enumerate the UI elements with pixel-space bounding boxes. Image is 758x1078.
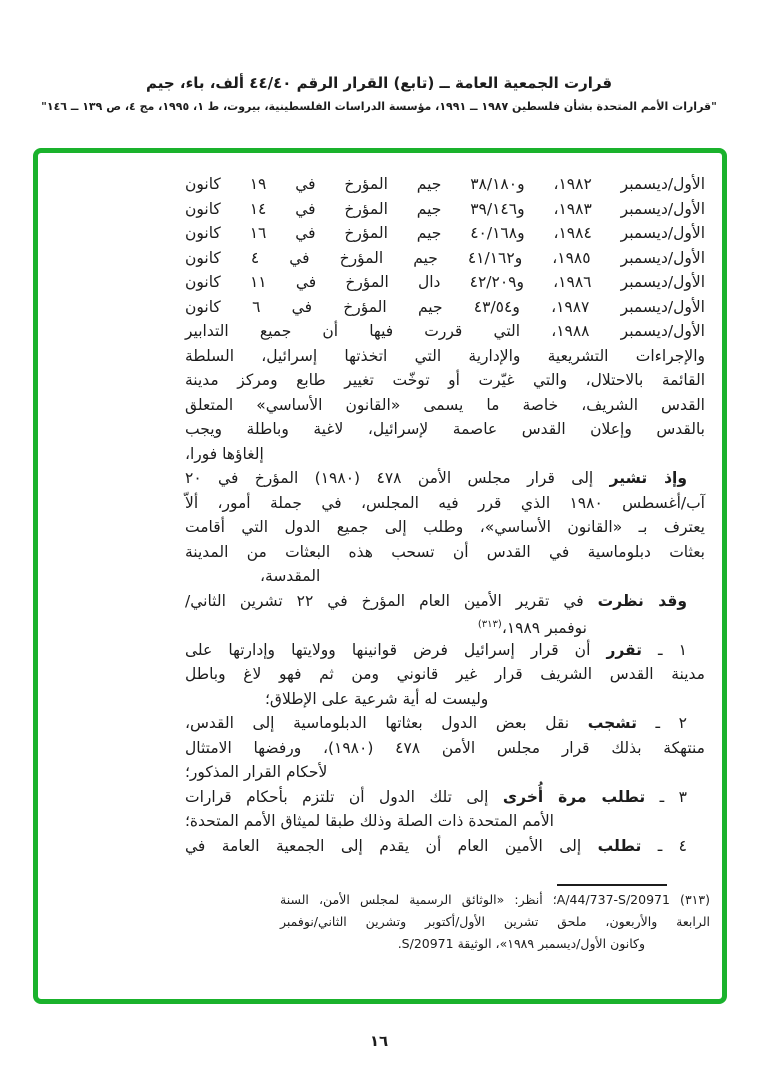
- text-line: [185, 172, 705, 197]
- page-number: ١٦: [369, 1032, 389, 1050]
- resolution-text-column: [185, 172, 705, 858]
- line-text: بالقدس وإعلان القدس عاصمة لإسرائيل، لاغية وباطلة ويجب: [185, 420, 705, 438]
- text-line: [185, 785, 705, 810]
- line-text: الأول/ديسمبر ١٩٨٥، و٤١/١٦٢ جيم المؤرخ في ٤ كانون: [185, 248, 706, 267]
- line-text: الأمم المتحدة ذات الصلة وذلك طبقا لميثاق الأمم المتحدة؛: [185, 812, 554, 830]
- text-line: [185, 564, 705, 589]
- text-line: [185, 736, 705, 761]
- line-text: الأول/ديسمبر ١٩٨٤، و٤٠/١٦٨ جيم المؤرخ في ١٦ كانون: [185, 224, 706, 242]
- text-line: [185, 246, 705, 271]
- text-line: [185, 613, 705, 638]
- bold-lead: تطلب مرة أُخرى: [502, 787, 646, 806]
- text-line: [185, 515, 705, 540]
- text-line: [185, 540, 705, 565]
- text-line: [185, 809, 705, 834]
- bold-lead: تطلب: [597, 836, 642, 855]
- bold-lead: وإذ تشير: [609, 469, 687, 487]
- text-line: [185, 442, 705, 467]
- line-text: الأول/ديسمبر ١٩٨٧، و٤٣/٥٤ جيم المؤرخ في ٦ كانون: [185, 297, 705, 316]
- text-line: [185, 393, 705, 418]
- line-text: الأول/ديسمبر ١٩٨٢، و٣٨/١٨٠ جيم المؤرخ في ١٩ كانون: [185, 175, 706, 193]
- footnote-line: الرابعة والأربعون، ملحق تشرين الأول/أكتوبر وتشرين الثاني/نوفمبر: [280, 913, 710, 929]
- line-text: إلى قرار مجلس الأمن ٤٧٨ (١٩٨٠) المؤرخ في ٢٠: [185, 469, 610, 487]
- line-text: وليست له أية شرعية على الإطلاق؛: [265, 689, 489, 708]
- footnote-line: وكانون الأول/ديسمبر ١٩٨٩»، الوثيقة S/20971.: [397, 935, 645, 951]
- line-text: مدينة القدس الشريف قرار غير قانوني ومن ثم فهو لاغ وباطل: [185, 665, 705, 683]
- line-text: لأحكام القرار المذكور؛: [185, 763, 328, 781]
- text-line: [185, 368, 705, 393]
- line-text: إلغاؤها فورا،: [185, 444, 264, 463]
- line-text: القدس الشريف، خاصة ما يسمى «القانون الأساسي» المتعلق: [185, 395, 705, 414]
- line-text: يعترف بـ «القانون الأساسي»، وطلب إلى جميع الدول التي أقامت: [185, 518, 705, 536]
- text-line: [185, 295, 705, 320]
- footnote-line: (٣١٣) A/44/737-S/20971؛ أنظر: «الوثائق الرسمية لمجلس الأمن، السنة: [280, 892, 710, 907]
- text-line: [185, 466, 705, 491]
- text-line: [185, 687, 705, 712]
- footnote-block: [280, 889, 710, 954]
- text-line: [185, 417, 705, 442]
- bold-lead: تشجب: [587, 714, 637, 732]
- text-line: [185, 589, 705, 614]
- text-line: [185, 662, 705, 687]
- text-line: [185, 319, 705, 344]
- bold-lead: تقرر: [606, 640, 642, 659]
- line-text: آب/أغسطس ١٩٨٠ الذي قرر فيه المجلس، في جملة أمور، ألاّ: [185, 493, 705, 512]
- item-number: ٣ ـ: [645, 787, 687, 806]
- footnote-marker: (٣١٣): [477, 619, 502, 630]
- line-text: الأول/ديسمبر ١٩٨٨، التي قررت فيها أن جميع التدابير: [185, 322, 705, 340]
- line-text: نوفمبر ١٩٨٩،: [501, 619, 587, 637]
- text-line: [185, 221, 705, 246]
- text-line: [185, 711, 705, 736]
- bold-lead: وقد نظرت: [597, 591, 687, 610]
- text-line: [185, 760, 705, 785]
- text-line: [185, 270, 705, 295]
- line-text: إلى تلك الدول أن تلتزم بأحكام قرارات: [185, 787, 503, 806]
- line-text: المقدسة،: [260, 567, 321, 585]
- text-line: [185, 344, 705, 369]
- text-line: [185, 834, 705, 859]
- page-header: [0, 72, 758, 116]
- footnote-divider-rule: [557, 884, 667, 886]
- text-line: [185, 197, 705, 222]
- line-text: والإجراءات التشريعية والإدارية التي اتخذتها إسرائيل، السلطة: [185, 346, 705, 365]
- header-title: قرارت الجمعية العامة ــ (تابع) القرار الرقم ٤٤/٤٠ ألف، باء، جيم: [145, 74, 613, 92]
- line-text: القائمة بالاحتلال، والتي غيّرت أو توخّت تغيير طابع ومركز مدينة: [185, 371, 705, 389]
- item-number: ١ ـ: [641, 640, 687, 659]
- text-line: [185, 491, 705, 516]
- line-text: بعثات دبلوماسية في القدس أن تسحب هذه البعثات من المدينة: [185, 542, 705, 561]
- line-text: إلى الأمين العام أن يقدم إلى الجمعية العامة في: [185, 836, 598, 855]
- line-text: في تقرير الأمين العام المؤرخ في ٢٢ تشرين الثاني/: [185, 591, 598, 610]
- line-text: منتهكة بذلك قرار مجلس الأمن ٤٧٨ (١٩٨٠)، ورفضها الامتثال: [185, 738, 705, 757]
- line-text: نقل بعض الدول بعثاتها الدبلوماسية إلى القدس،: [185, 714, 588, 732]
- text-line: [185, 638, 705, 663]
- line-text: الأول/ديسمبر ١٩٨٣، و٣٩/١٤٦ جيم المؤرخ في ١٤ كانون: [185, 199, 706, 218]
- line-text: أن قرار إسرائيل فرض قوانينها وولايتها وإدارتها على: [185, 640, 607, 659]
- header-citation: "قرارات الأمم المتحدة بشأن فلسطين ١٩٨٧ ــ ١٩٩١، مؤسسة الدراسات الفلسطينية، بيروت، ط ١، ١٩٩٥، مج ٤، ص ١٣٩ ــ ١٤٦": [41, 100, 717, 113]
- item-number: ٤ ـ: [641, 836, 687, 855]
- item-number: ٢ ـ: [636, 714, 687, 732]
- line-text: الأول/ديسمبر ١٩٨٦، و٤٢/٢٠٩ دال المؤرخ في ١١ كانون: [185, 273, 706, 291]
